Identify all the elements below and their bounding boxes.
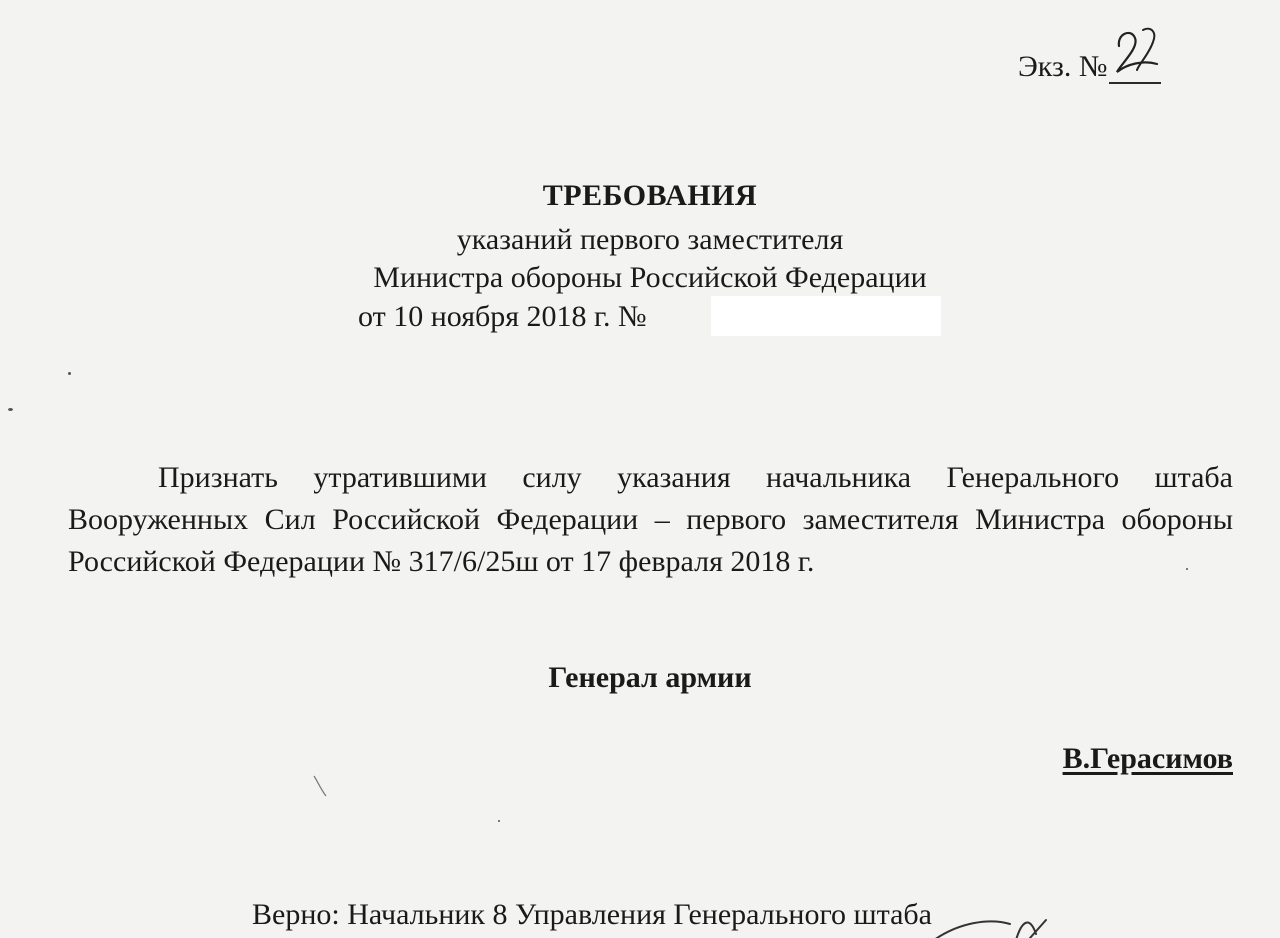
scan-speck — [1186, 568, 1188, 570]
signatory-rank: Генерал армии — [548, 661, 752, 694]
document-subtitle-line2: Министра обороны Российской Федерации — [373, 261, 927, 294]
certification-line: Верно: Начальник 8 Управления Генерального штаба — [252, 898, 932, 931]
redaction-box — [711, 296, 941, 336]
copy-number-value — [1109, 54, 1161, 84]
document-title: ТРЕБОВАНИЯ — [542, 179, 758, 212]
scan-speck — [498, 820, 500, 822]
signature-scribble-icon — [930, 912, 1050, 938]
document-subtitle-line3: от 10 ноября 2018 г. № — [358, 300, 647, 333]
document-subtitle-line1: указаний первого заместителя — [456, 223, 844, 256]
copy-number-label: Экз. № — [1018, 50, 1108, 83]
body-paragraph: Признать утратившими силу указания начальника Генерального штаба Вооруженных Сил Российской Федерации – первого заместителя Министра обороны Российской Федерации № 317/6/25ш от 17 февраля 2018 г. — [68, 461, 1233, 578]
scan-speck — [8, 408, 13, 411]
copy-number — [1018, 50, 1161, 84]
signatory-name: В.Герасимов — [1062, 742, 1233, 775]
scan-speck — [68, 372, 71, 375]
handwritten-two-icon — [1113, 24, 1161, 76]
scan-mark-icon — [312, 774, 328, 798]
